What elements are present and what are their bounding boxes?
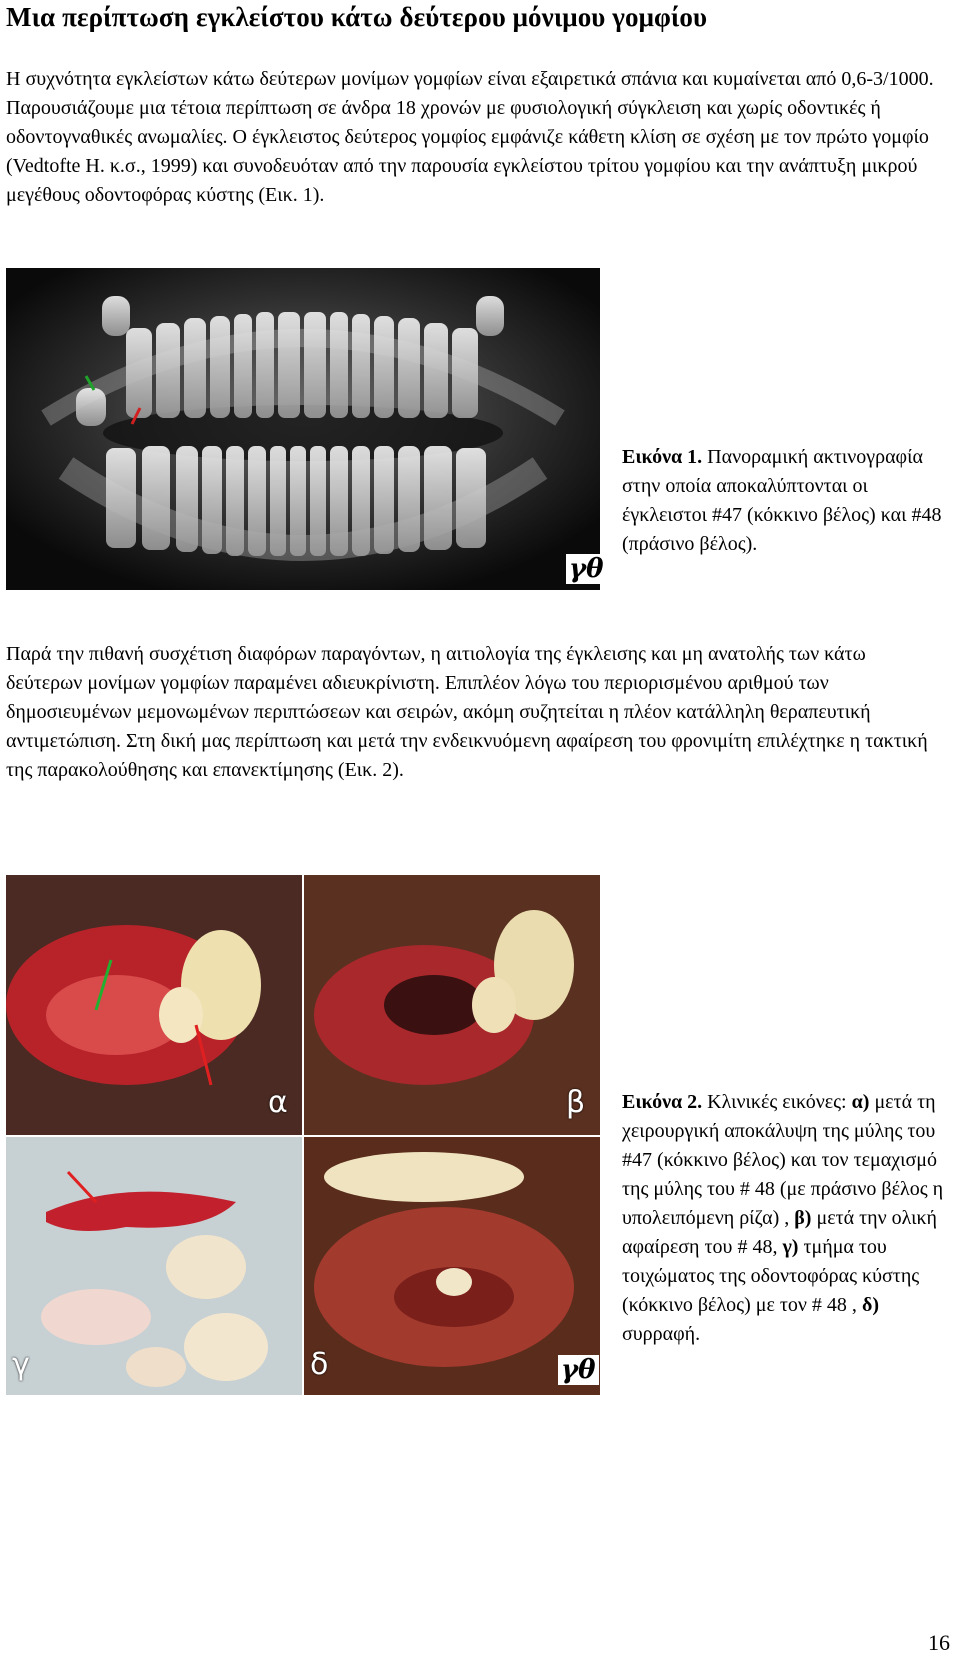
page-title: Μια περίπτωση εγκλείστου κάτω δεύτερου μόνιμου γομφίου xyxy=(6,2,708,32)
figure2-caption-label: Εικόνα 2. xyxy=(622,1091,703,1113)
caption-text: μετά την ολική αφαίρεση του # 48, xyxy=(622,1207,938,1258)
clinical-photos-grid xyxy=(6,875,600,1395)
photo-panel-b xyxy=(304,875,600,1135)
journal-logo: γθ xyxy=(566,554,607,584)
panel-label-d: δ xyxy=(310,1347,329,1382)
suture-photo xyxy=(304,1137,600,1395)
caption-marker-a: α) xyxy=(851,1091,870,1113)
journal-logo-2: γθ xyxy=(558,1355,599,1385)
surgical-exposure-photo xyxy=(6,875,302,1135)
photo-panel-a xyxy=(6,875,302,1135)
caption-marker-b: β) xyxy=(794,1207,812,1229)
panoramic-xray-image xyxy=(6,268,604,590)
caption-text: συρραφή. xyxy=(622,1323,701,1345)
figure1-caption xyxy=(622,443,952,559)
caption-text: μετά τη χειρουργική αποκάλυψη της μύλης του #47 (κόκκινο βέλος) και τον τεμαχισμό της μύλης του # 48 (με πράσινο βέλος η υπολειπόμενη ρίζα) , xyxy=(622,1091,944,1229)
panel-label-c: γ xyxy=(12,1347,30,1382)
specimen-photo xyxy=(6,1137,302,1395)
xray-illustration xyxy=(6,268,600,590)
caption-text: τμήμα του τοιχώματος της οδοντοφόρας κύστης (κόκκινο βέλος) με τον # 48 , xyxy=(622,1236,920,1316)
figure2-caption xyxy=(622,1088,952,1349)
panel-label-b: β xyxy=(566,1085,586,1120)
caption-marker-c: γ) xyxy=(782,1236,799,1258)
discussion-paragraph: Παρά την πιθανή συσχέτιση διαφόρων παραγόντων, η αιτιολογία της έγκλεισης και μη ανατολής των κάτω δεύτερων μονίμων γομφίων παραμένει αδιευκρίνιστη. Επιπλέον λόγω του περιορισμένου αριθμού των δημοσιευμένων μεμονωμένων περιπτώσεων και σειρών, ακόμη συζητείται η πλέον κατάλληλη θεραπευτική αντιμετώπιση. Στη δική μας περίπτωση και μετά την ενδεικνυόμενη αφαίρεση του φρονιμίτη επιλέχτηκε η τακτική της παρακολούθησης και επανεκτίμησης (Εικ. 2). xyxy=(6,643,928,781)
photo-panel-c xyxy=(6,1137,302,1395)
caption-text: Κλινικές εικόνες: xyxy=(702,1091,852,1113)
panel-label-a: α xyxy=(268,1085,288,1120)
photo-panel-d xyxy=(304,1137,600,1395)
intro-paragraph: Η συχνότητα εγκλείστων κάτω δεύτερων μονίμων γομφίων είναι εξαιρετικά σπάνια και κυμαίνεται από 0,6-3/1000. Παρουσιάζουμε μια τέτοια περίπτωση σε άνδρα 18 χρονών με φυσιολογική σύγκλειση και χωρίς οδοντικές ή οδοντογναθικές ανωμαλίες. Ο έγκλειστος δεύτερος γομφίος εμφάνιζε κάθετη κλίση σε σχέση με τον πρώτο γομφίο (Vedtofte H. κ.σ., 1999) και συνοδευόταν από την παρουσία εγκλείστου τρίτου γομφίου και την ανάπτυξη μικρού μεγέθους οδοντοφόρας κύστης (Εικ. 1). xyxy=(6,68,934,206)
figure1-caption-label: Εικόνα 1. xyxy=(622,446,703,468)
extraction-site-photo xyxy=(304,875,600,1135)
page-number: 16 xyxy=(928,1630,950,1655)
figure1-caption-text: Πανοραμική ακτινογραφία στην οποία αποκαλύπτονται οι έγκλειστοι #47 (κόκκινο βέλος) και #48 (πράσινο βέλος). xyxy=(622,446,942,555)
caption-marker-d: δ) xyxy=(861,1294,879,1316)
